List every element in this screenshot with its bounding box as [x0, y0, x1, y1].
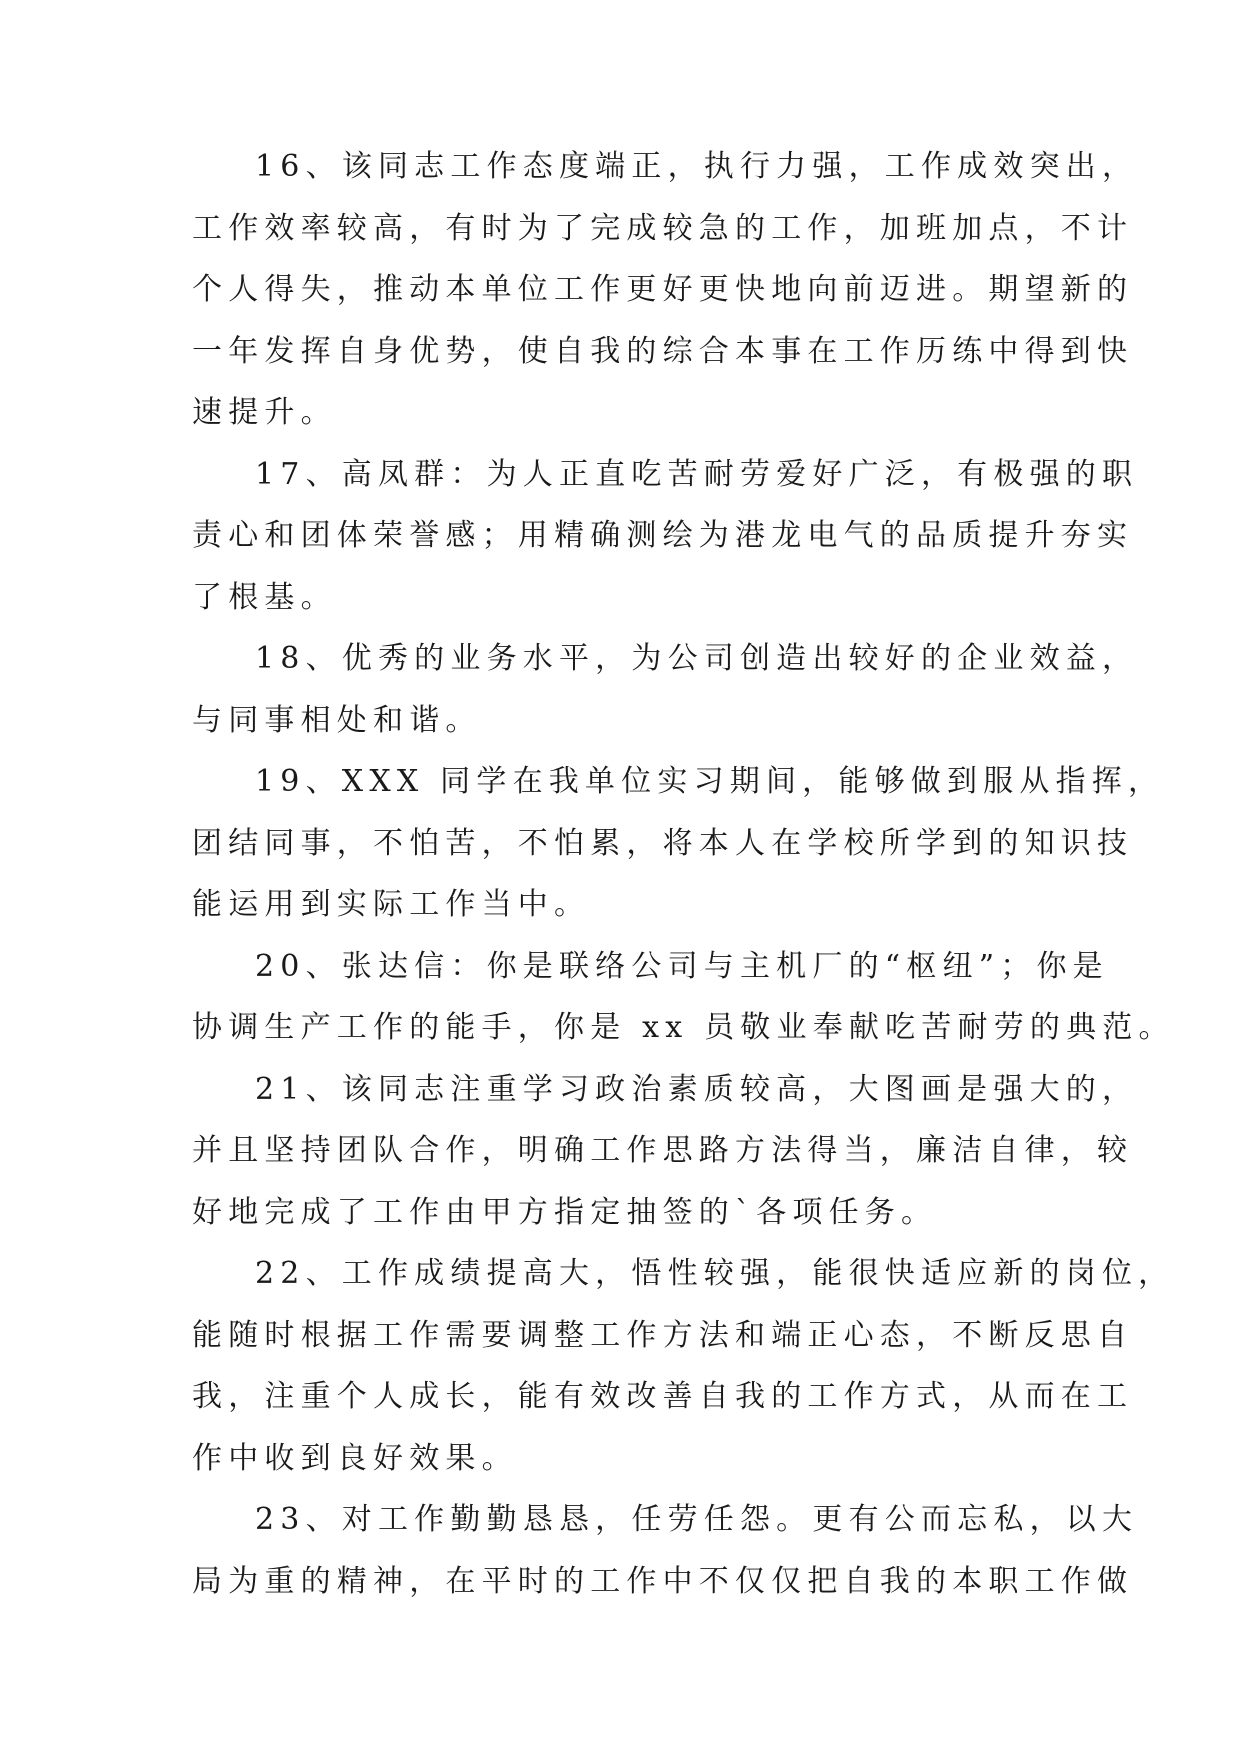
text-line: 协调生产工作的能手，你是 xx 员敬业奉献吃苦耐劳的典范。 [192, 1010, 1175, 1045]
text-line: 我，注重个人成长，能有效改善自我的工作方式，从而在工 [192, 1379, 1134, 1414]
text-line: 局为重的精神，在平时的工作中不仅仅把自我的本职工作做 [192, 1564, 1134, 1599]
text-line: 好地完成了工作由甲方指定抽签的`各项任务。 [192, 1195, 938, 1230]
text-line: 与同事相处和谐。 [192, 703, 482, 738]
text-line: 个人得失，推动本单位工作更好更快地向前迈进。期望新的 [192, 272, 1134, 307]
text-line: 团结同事，不怕苦，不怕累，将本人在学校所学到的知识技 [192, 826, 1134, 861]
text-line: 了根基。 [192, 580, 337, 615]
text-line: 责心和团体荣誉感；用精确测绘为港龙电气的品质提升夯实 [192, 518, 1134, 553]
text-line: 20、张达信：你是联络公司与主机厂的“枢纽”；你是 [255, 949, 1109, 984]
text-line: 能运用到实际工作当中。 [192, 887, 591, 922]
text-line: 21、该同志注重学习政治素质较高，大图画是强大的， [255, 1072, 1139, 1107]
text-line: 23、对工作勤勤恳恳，任劳任怨。更有公而忘私，以大 [255, 1502, 1139, 1537]
text-line: 19、XXX 同学在我单位实习期间，能够做到服从指挥， [255, 764, 1165, 799]
text-line: 能随时根据工作需要调整工作方法和端正心态，不断反思自 [192, 1318, 1134, 1353]
text-line: 工作效率较高，有时为了完成较急的工作，加班加点，不计 [192, 211, 1134, 246]
text-line: 22、工作成绩提高大，悟性较强，能很快适应新的岗位， [255, 1256, 1175, 1291]
text-line: 16、该同志工作态度端正，执行力强，工作成效突出， [255, 149, 1139, 184]
text-line: 17、高凤群：为人正直吃苦耐劳爱好广泛，有极强的职 [255, 457, 1139, 492]
text-line: 作中收到良好效果。 [192, 1441, 518, 1476]
text-line: 速提升。 [192, 395, 337, 430]
text-line: 18、优秀的业务水平，为公司创造出较好的企业效益， [255, 641, 1139, 676]
text-line: 一年发挥自身优势，使自我的综合本事在工作历练中得到快 [192, 334, 1134, 369]
text-line: 并且坚持团队合作，明确工作思路方法得当，廉洁自律，较 [192, 1133, 1134, 1168]
